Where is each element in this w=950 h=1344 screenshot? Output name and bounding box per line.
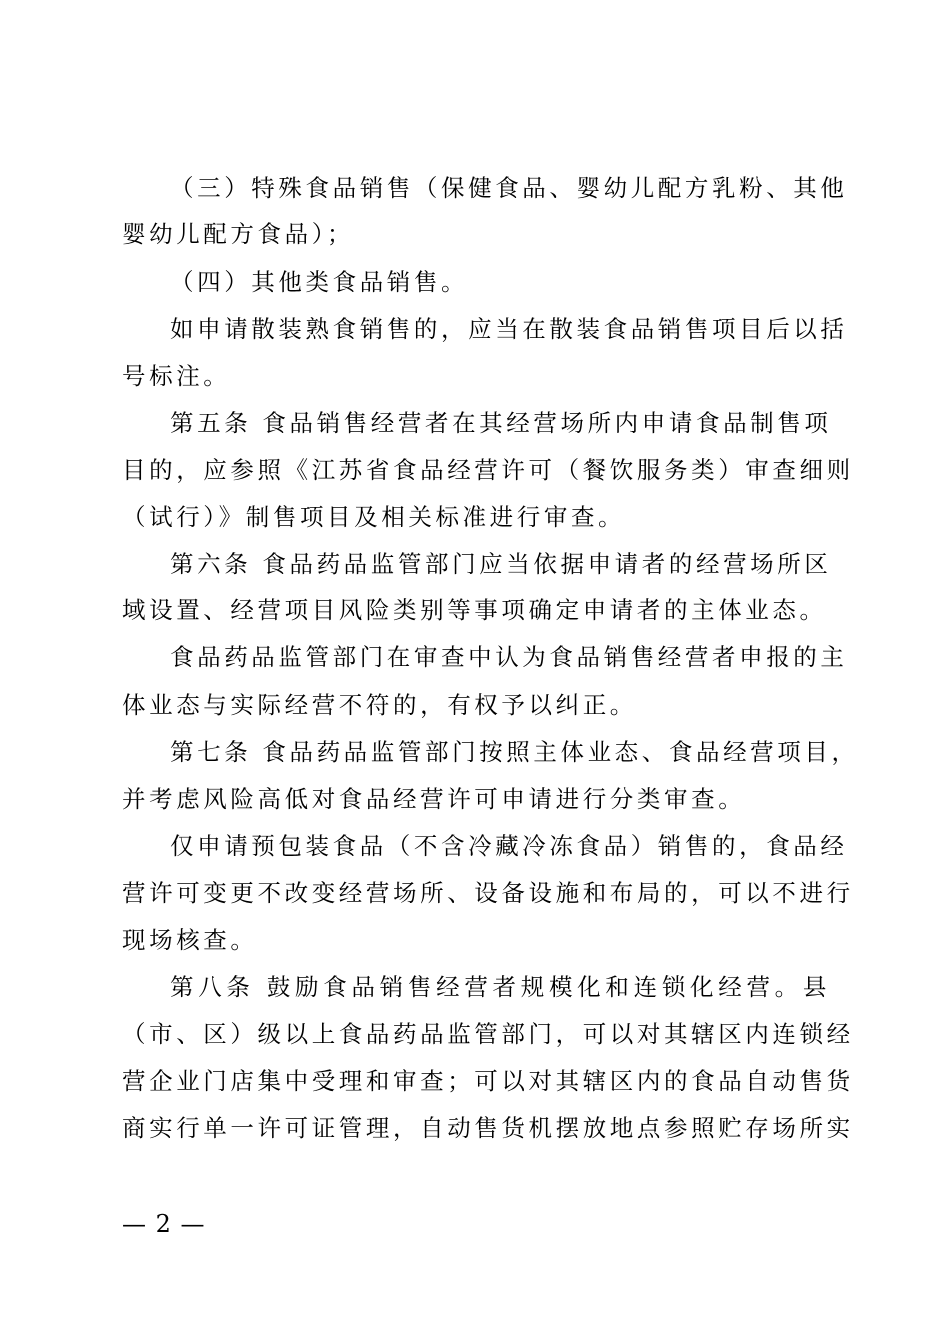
text-line: 现场核查。 bbox=[122, 926, 258, 954]
text-line: （市、区）级以上食品药品监管部门，可以对其辖区内连锁经 bbox=[122, 1020, 854, 1048]
text-line: 目的，应参照《江苏省食品经营许可（餐饮服务类）审查细则 bbox=[122, 456, 854, 484]
text-line: 营许可变更不改变经营场所、设备设施和布局的，可以不进行 bbox=[122, 879, 854, 907]
text-line: 体业态与实际经营不符的，有权予以纠正。 bbox=[122, 691, 637, 719]
text-line: 号标注。 bbox=[122, 362, 231, 390]
text-line: 域设置、经营项目风险类别等事项确定申请者的主体业态。 bbox=[122, 596, 827, 624]
text-line: 仅申请预包装食品（不含冷藏冷冻食品）销售的，食品经 bbox=[170, 832, 848, 860]
text-line: 营企业门店集中受理和审查；可以对其辖区内的食品自动售货 bbox=[122, 1067, 854, 1095]
text-line: 商实行单一许可证管理，自动售货机摆放地点参照贮存场所实 bbox=[122, 1114, 854, 1142]
text-line: 如申请散装熟食销售的，应当在散装食品销售项目后以括 bbox=[170, 315, 848, 343]
page-number: — 2 — bbox=[122, 1210, 206, 1238]
text-line: 并考虑风险高低对食品经营许可申请进行分类审查。 bbox=[122, 785, 746, 813]
text-line: 婴幼儿配方食品）； bbox=[122, 220, 355, 248]
text-line: 第八条 鼓励食品销售经营者规模化和连锁化经营。县 bbox=[170, 973, 830, 1001]
text-line: 食品药品监管部门在审查中认为食品销售经营者申报的主 bbox=[170, 643, 848, 671]
text-line: 第五条 食品销售经营者在其经营场所内申请食品制售项 bbox=[170, 409, 832, 437]
text-line: （四）其他类食品销售。 bbox=[170, 268, 469, 296]
text-line: （三）特殊食品销售（保健食品、婴幼儿配方乳粉、其他 bbox=[170, 174, 848, 202]
text-line: （试行）》制售项目及相关标准进行审查。 bbox=[122, 503, 626, 531]
text-line: 第六条 食品药品监管部门应当依据申请者的经营场所区 bbox=[170, 550, 832, 578]
text-line: 第七条 食品药品监管部门按照主体业态、食品经营项目， bbox=[170, 738, 859, 766]
